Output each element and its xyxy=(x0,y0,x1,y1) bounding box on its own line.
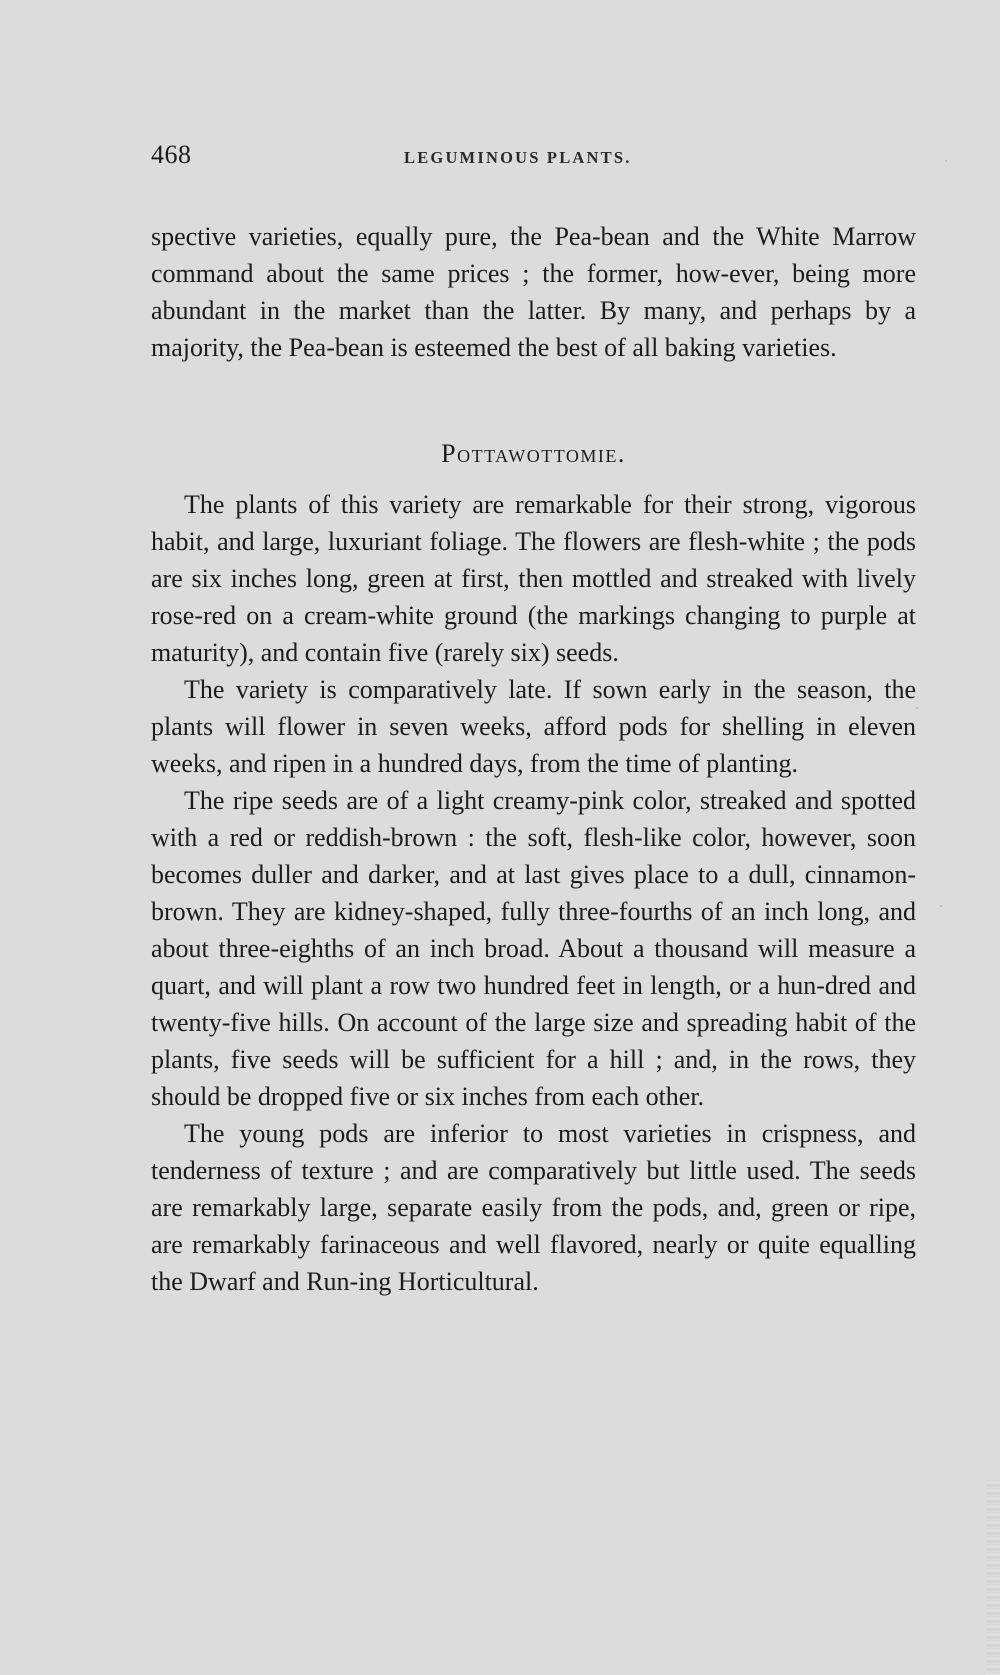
section-heading: Pottawottomie. xyxy=(441,439,626,468)
paper-speck xyxy=(945,160,947,162)
paragraph: The variety is comparatively late. If sown early in the season, the plants will flower in seven weeks, afford pods for shelling in eleven weeks, and ripen in a hundred days, from the time of planting. xyxy=(151,675,916,778)
paper-speck xyxy=(940,905,942,907)
continuation-paragraph: spective varieties, equally pure, the Pea-bean and the White Marrow command about the same prices ; the former, how-ever, being more abundant in the market than the latter. By many, and perhaps by a majority, the Pea-bean is esteemed the best of all baking varieties. xyxy=(151,222,916,362)
running-head xyxy=(151,140,915,180)
paragraph: The young pods are inferior to most varieties in crispness, and tenderness of texture ; and are comparatively but little used. The seeds are remarkably large, separate easily from the pods, and, green or ripe, are remarkably farinaceous and well flavored, nearly or quite equalling the Dwarf and Run-ing Horticultural. xyxy=(151,1119,916,1296)
paper-speck xyxy=(916,707,918,709)
paragraph: The plants of this variety are remarkable for their strong, vigorous habit, and large, luxuriant foliage. The flowers are flesh-white ; the pods are six inches long, green at first, then mottled and streaked with lively rose-red on a cream-white ground (the markings changing to purple at maturity), and contain five (rarely six) seeds. xyxy=(151,490,916,667)
body-text xyxy=(151,218,916,1300)
page-edge-noise xyxy=(986,1480,1000,1675)
running-title: LEGUMINOUS PLANTS. xyxy=(404,148,632,167)
page-number: 468 xyxy=(151,140,192,169)
paragraph: The ripe seeds are of a light creamy-pink color, streaked and spotted with a red or reddish-brown : the soft, flesh-like color, however, soon becomes duller and darker, and at last gives place to a dull, cinnamon-brown. They are kidney-shaped, fully three-fourths of an inch long, and about three-eighths of an inch broad. About a thousand will measure a quart, and will plant a row two hundred feet in length, or a hun-dred and twenty-five hills. On account of the large size and spreading habit of the plants, five seeds will be sufficient for a hill ; and, in the rows, they should be dropped five or six inches from each other. xyxy=(151,786,916,1111)
